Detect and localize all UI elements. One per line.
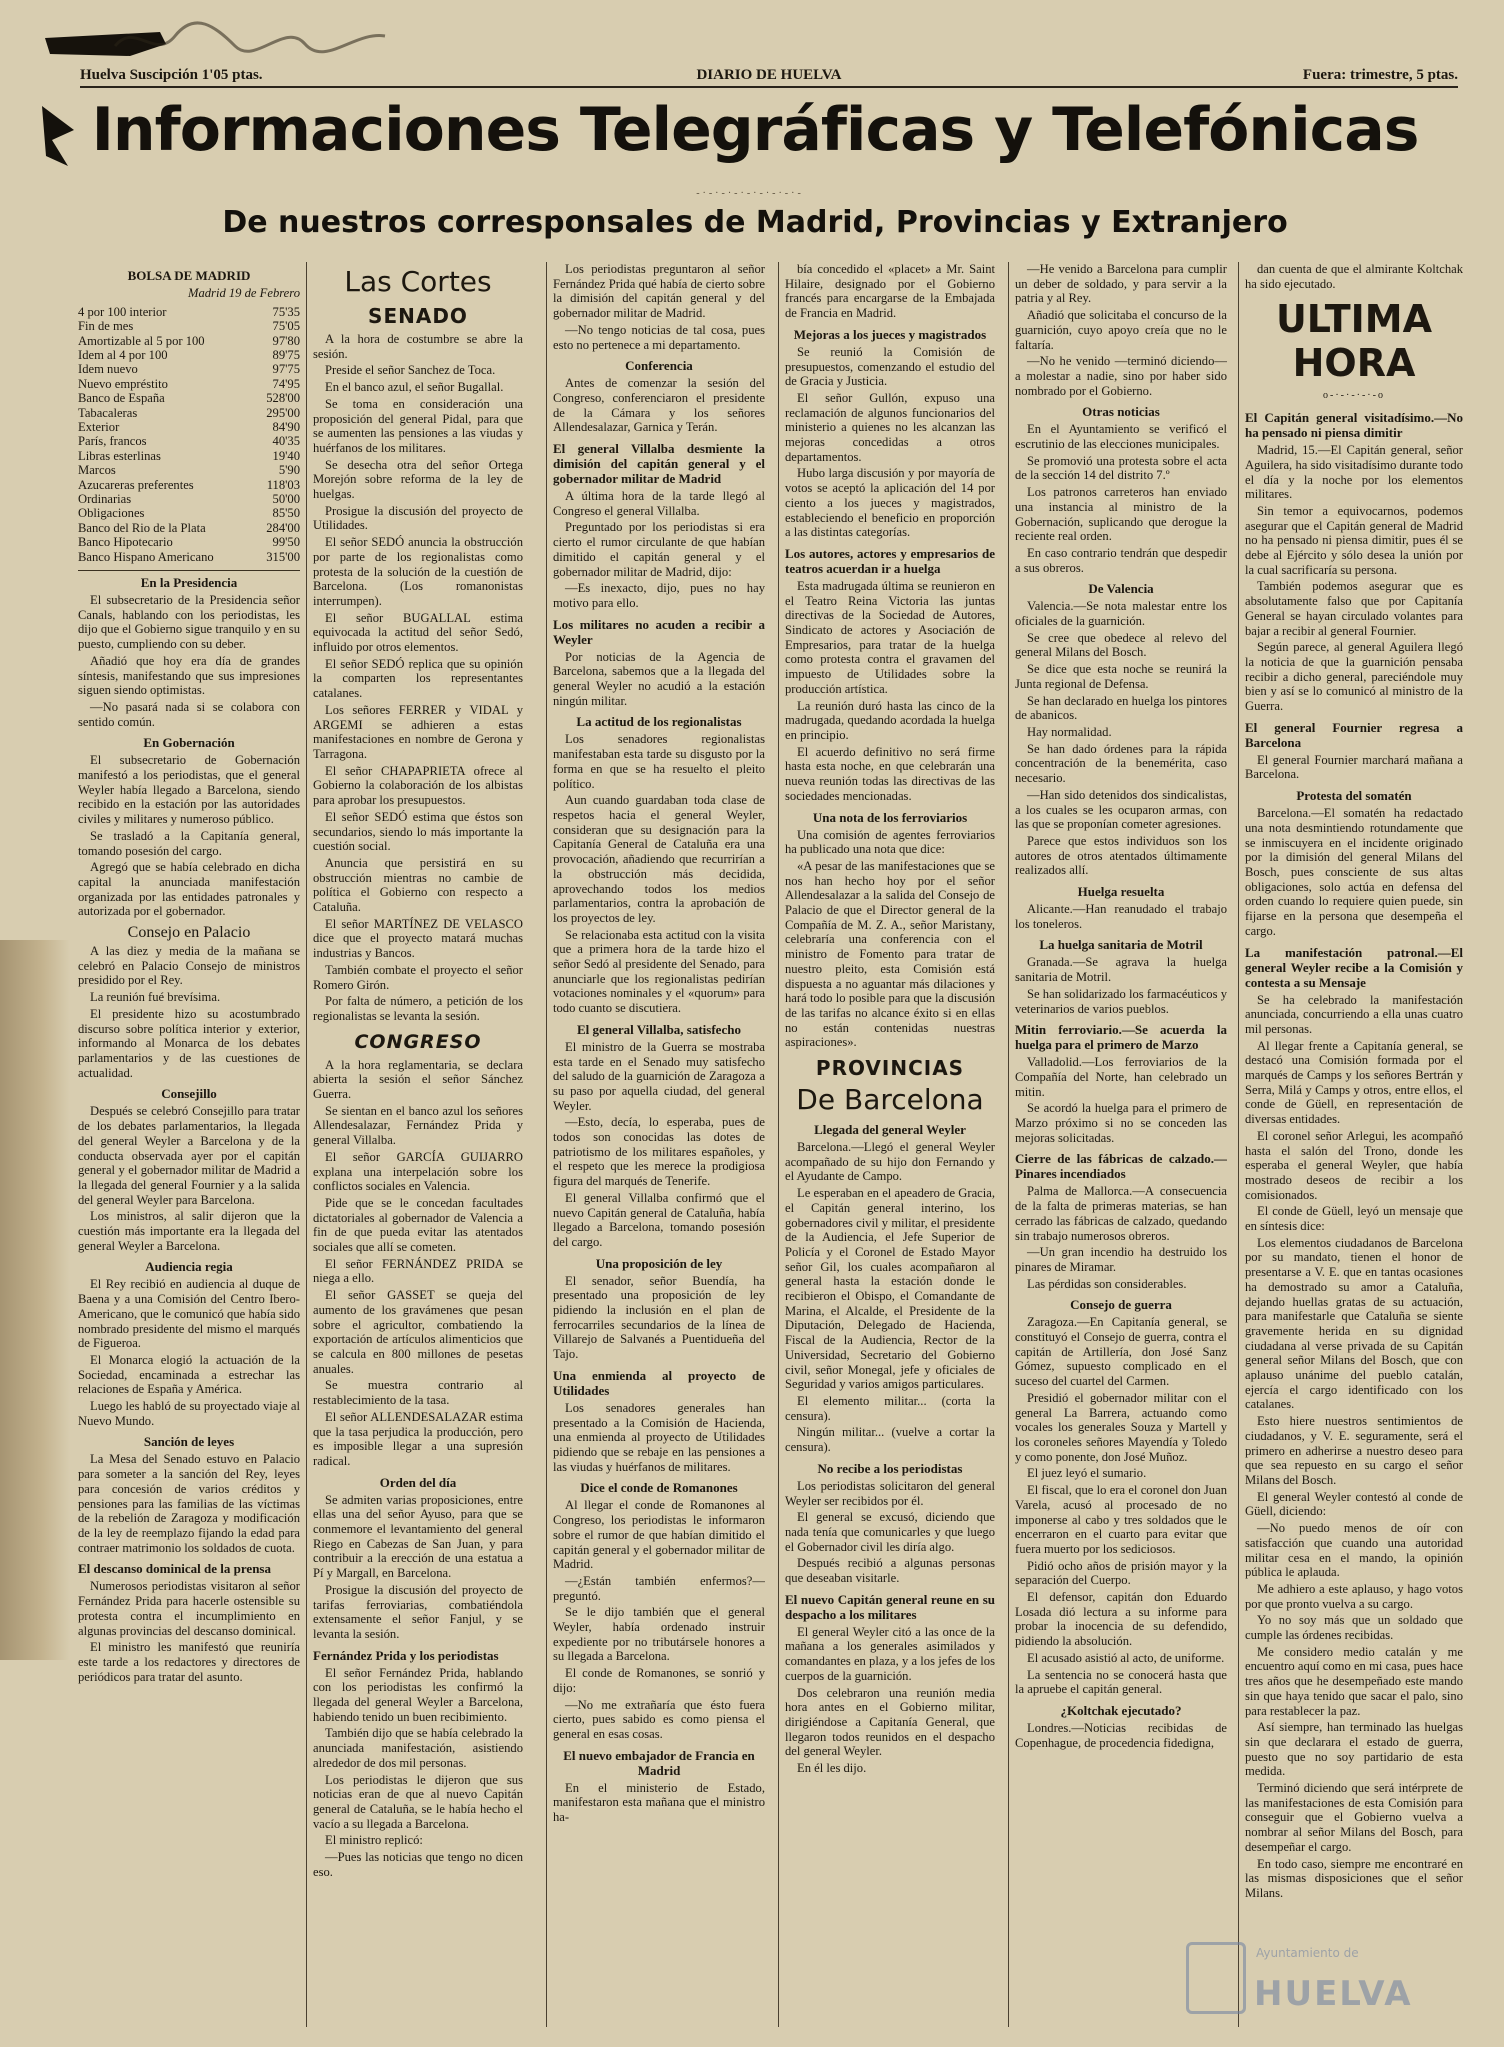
bolsa-item-value: 84'90 [272, 419, 300, 434]
bolsa-item-name: Tabacaleras [78, 405, 138, 420]
paragraph: El señor ALLENDESALAZAR estima que la tasa perjudica la producción, pero es imposible llegar a una supresión radical. [313, 1409, 523, 1468]
paragraph: El Rey recibió en audiencia al duque de Baena y a una Comisión del Centro Ibero-Americano, que le comunicó que había sido nombrado presidente del mismo el marqués de Figueroa. [78, 1277, 300, 1351]
column-1 [78, 262, 300, 2027]
heading: Otras noticias [1082, 404, 1160, 420]
paragraph: Se relacionaba esta actitud con la visita que a primera hora de la tarde hizo el señor Sedó al presidente del Senado, para anunciarle que los regionalistas pedirían votaciones nominales y el «quorum» para todo cuanto se discutiera. [553, 927, 765, 1016]
bolsa-row [78, 478, 300, 492]
bolsa-item-value: 97'80 [272, 333, 300, 348]
subscription-local: Huelva Suscipción 1'05 ptas. [80, 67, 263, 83]
paragraph: Aun cuando guardaban toda clase de respetos hacia el general Weyler, consideran que su designación para la Capitanía General de Cataluña era una provocación, añadiendo que recurrirían a la obstrucción más decidida, aprovechando todos los medios parlamentarios, contra la aprobación de los proyectos de ley. [553, 793, 765, 925]
heading: El nuevo Capitán general reune en su despacho a los militares [785, 1591, 995, 1622]
column-2 [306, 262, 523, 2027]
bolsa-row [78, 377, 300, 391]
paragraph: Presidió el gobernador militar con el general La Barrera, actuando como vocales los generales Souza y Martell y los coroneles señores Mayendía y Toledo y como ponente, don José Muñoz. [1015, 1390, 1227, 1464]
paragraph: El ministro de la Guerra se mostraba esta tarde en el Senado muy satisfecho del saludo de la guarnición de Zaragoza a su paso por aquella ciudad, del general Weyler. [553, 1039, 765, 1113]
bolsa-row [78, 319, 300, 333]
paragraph: —No he venido —terminó diciendo— a molestar a nadie, sino por haber sido nombrado por el Gobierno. [1015, 354, 1227, 398]
paragraph: Los periodistas preguntaron al señor Fernández Prida qué había de cierto sobre la dimisión del capitán general y del gobernador militar de Madrid. [553, 262, 765, 321]
bolsa-item-value: 40'35 [272, 434, 300, 449]
heading: Dice el conde de Romanones [580, 1480, 738, 1496]
paragraph: El senador, señor Buendía, ha presentado una proposición de ley pidiendo la inclusión en el plan de ferrocarriles secundarios de la línea de Villarejo de Salvanés a Puentidueña del Tajo. [553, 1273, 765, 1362]
bolsa-item-value: 75'05 [272, 319, 300, 334]
paragraph: A la hora de costumbre se abre la sesión. [313, 332, 523, 361]
paragraph: El señor BUGALLAL estima equivocada la actitud del señor Sedó, influido por otros elementos. [313, 610, 523, 655]
paragraph: —No puedo menos de oír con satisfacción que cuando una autoridad militar cesa en el mando, la opinión pública le aplauda. [1245, 1521, 1463, 1580]
paragraph: Al llegar el conde de Romanones al Congreso, los periodistas le informaron sobre el rumor de que habían dimitido el capitán general y el gobernador militar de Madrid. [553, 1498, 765, 1572]
paragraph: En el banco azul, el señor Bugallal. [325, 380, 504, 395]
paragraph: El señor Fernández Prida, hablando con los periodistas les confirmó la llegada del general Weyler a Barcelona, habiendo tenido un buen recibimiento. [313, 1665, 523, 1724]
paragraph: —No tengo noticias de tal cosa, pues esto no pertenece a mi departamento. [553, 322, 765, 352]
bolsa-row [78, 391, 300, 405]
paragraph: Dos celebraron una reunión media hora antes en el Gobierno militar, dirigiéndose a Capitanía General, que llegaron todos reunidos en el despacho del general Weyler. [785, 1685, 995, 1759]
paragraph: En el ministerio de Estado, manifestaron esta mañana que el ministro ha- [553, 1780, 765, 1825]
heading: Consejillo [161, 1086, 217, 1102]
paragraph: Se sientan en el banco azul los señores Allendesalazar, Fernández Prida y general Villalba. [313, 1103, 523, 1148]
paragraph: Numerosos periodistas visitaron al señor Fernández Prida para hacerle ostensible su protesta contra el incumplimiento en algunas provincias del descanso dominical. [78, 1579, 300, 1638]
paragraph: En caso contrario tendrán que despedir a sus obreros. [1015, 545, 1227, 575]
bolsa-item-name: Banco Hispano Americano [78, 549, 214, 564]
paragraph: Anuncia que persistirá en su obstrucción mientras no cambie de política el Gobierno con respecto a Cataluña. [313, 855, 523, 915]
paragraph: Los señores FERRER y VIDAL y ARGEMI se adhieren a estas manifestaciones en nombre de Gerona y Tarragona. [313, 702, 523, 761]
paragraph: El señor SEDÓ replica que su opinión la comparten los representantes catalanes. [313, 656, 523, 701]
paragraph: Valladolid.—Los ferroviarios de la Compañía del Norte, han celebrado un mitin. [1015, 1055, 1227, 1099]
paragraph: Se muestra contrario al restablecimiento de la tasa. [313, 1378, 523, 1408]
paragraph: Esto hiere nuestros sentimientos de ciudadanos, y V. E. seguramente, será el primero en adherirse a nuestro deseo para que sea repuesto en su cargo el señor Milans del Bosch. [1245, 1414, 1463, 1487]
paragraph: —Han sido detenidos dos sindicalistas, a los cuales se les ocuparon armas, con las que se proponían cometer agresiones. [1015, 787, 1227, 832]
paragraph: Se toma en consideración una proposición del general Pidal, para que se aumenten las pensiones a las viudas y huérfanos de los militares. [313, 396, 523, 455]
paragraph: Madrid, 15.—El Capitán general, señor Aguilera, ha sido visitadísimo durante todo el día y la noche por los elementos militares. [1245, 443, 1463, 502]
bolsa-row [78, 334, 300, 348]
paragraph: También podemos asegurar que es absolutamente falso que por Capitanía General se hayan circulado volantes para bajar a recibir al general Fournier. [1245, 579, 1463, 638]
heading: ¿Koltchak ejecutado? [1060, 1702, 1182, 1718]
bolsa-item-name: París, francos [78, 434, 147, 449]
heading: La manifestación patronal.—El general Weyler recibe a la Comisión y contesta a su Mensaje [1245, 944, 1463, 990]
paragraph: dan cuenta de que el almirante Koltchak ha sido ejecutado. [1245, 262, 1463, 291]
paragraph: Se han solidarizado los farmacéuticos y veterinarios de varios pueblos. [1015, 986, 1227, 1016]
paragraph: Se acordó la huelga para el primero de Marzo próximo si no se conceden las mejoras solicitadas. [1015, 1101, 1227, 1145]
paragraph: Los periodistas le dijeron que sus noticias eran de que al nuevo Capitán general de Cataluña, se le había hecho el vacío a su llegada a Barcelona. [313, 1772, 523, 1831]
paragraph: Los patronos carreteros han enviado una instancia al ministro de la Gobernación, suplicando que derogue la reciente real orden. [1015, 485, 1227, 544]
paragraph: Después se celebró Consejillo para tratar de los debates parlamentarios, la llegada del general Weyler a Barcelona y de la conducta observada ayer por el capitán general y el gobernador militar de Madrid a la llegada del general Fournier y a la salida del general Weyler para Barcelona. [78, 1104, 300, 1207]
heading: De Valencia [1088, 581, 1154, 597]
paragraph: El defensor, capitán don Eduardo Losada dió lectura a su informe para probar la inocencia de su defendido, pidiendo la absolución. [1015, 1590, 1227, 1649]
bolsa-row [78, 535, 300, 549]
heading: La actitud de los regionalistas [576, 714, 742, 730]
paragraph: —Es inexacto, dijo, pues no hay motivo para ello. [553, 581, 765, 610]
paragraph: Hubo larga discusión y por mayoría de votos se aceptó la aplicación del 14 por ciento a los jueces y magistrados, estableciendo el beneficio en proporción a las distintas categorías. [785, 466, 995, 540]
bolsa-item-name: 4 por 100 interior [78, 304, 167, 319]
paragraph: —Esto, decía, lo esperaba, pues de todos son conocidas las dotes de patriotismo de los militares españoles, y el respeto que les merece la prodigiosa figura del marqués de Tenerife. [553, 1115, 765, 1189]
paragraph: Después recibió a algunas personas que deseaban visitarle. [785, 1556, 995, 1586]
bolsa-item-value: 284'00 [266, 520, 300, 535]
bolsa-item-name: Exterior [78, 419, 120, 434]
paragraph: Se cree que obedece al relevo del general Milans del Bosch. [1015, 630, 1227, 660]
paragraph: Añadió que hoy era día de grandes síntesis, manifestando que sus impresiones siguen siendo optimistas. [78, 653, 300, 698]
paragraph: Se admiten varias proposiciones, entre ellas una del señor Ayuso, para que se conmemore el levantamiento del general Riego en Cabezas de San Juan, y para contribuir a la erección de una estatua a Pí y Margall, en Barcelona. [313, 1492, 523, 1581]
section-title-provincias: PROVINCIAS [815, 1056, 965, 1081]
bolsa-item-name: Amortizable al 5 por 100 [78, 333, 205, 348]
paragraph: El señor GARCÍA GUIJARRO explana una interpelación sobre los conflictos sociales en Valencia. [313, 1149, 523, 1194]
masthead-title: Informaciones Telegráficas y Telefónicas [91, 95, 1419, 165]
heading: Orden del día [379, 1474, 457, 1490]
bolsa-row [78, 506, 300, 520]
bolsa-row [78, 406, 300, 420]
paragraph: Preside el señor Sanchez de Toca. [325, 363, 496, 378]
heading: Protesta del somatén [1296, 788, 1412, 804]
ornament-rule: o-·-·-·-·-o [1323, 390, 1385, 402]
paragraph: Los periodistas solicitaron del general Weyler ser recibidos por él. [785, 1478, 995, 1508]
paragraph: Yo no soy más que un soldado que cumple las órdenes recibidas. [1245, 1613, 1463, 1643]
bolsa-row [78, 521, 300, 535]
heading: Consejo de guerra [1070, 1297, 1172, 1313]
paragraph: Pide que se le concedan facultades dictatoriales al gobernador de Valencia a fin de que pueda evitar las atentados sociales que allí se cometen. [313, 1195, 523, 1255]
paragraph: Barcelona.—El somatén ha redactado una nota desmintiendo rotundamente que se inmiscuyera en el incidente originado por la dimisión del general Milans del Bosch, pues consciente de sus altas obligaciones, solo actúa en defensa del orden cuando lo requiere quien puede, sin fijarse en la persona que desempeña el cargo. [1245, 806, 1463, 938]
heading: El general Villalba desmiente la dimisión del capitán general y el gobernador militar de Madrid [553, 441, 765, 487]
heading: No recibe a los periodistas [817, 1460, 963, 1476]
bolsa-row [78, 348, 300, 362]
bolsa-row [78, 434, 300, 448]
heading: Una proposición de ley [595, 1255, 723, 1271]
paragraph: —Un gran incendio ha destruido los pinares de Miramar. [1015, 1245, 1227, 1274]
bolsa-item-value: 528'00 [266, 391, 300, 406]
paragraph: Preguntado por los periodistas si era cierto el rumor circulante de que habían dimitido el capitán general y el gobernador militar de Madrid, dijo: [553, 520, 765, 579]
paragraph: bía concedido el «placet» a Mr. Saint Hilaire, designado por el Gobierno francés para encargarse de la Embajada de Francia en Madrid. [785, 262, 995, 321]
paragraph: El juez leyó el sumario. [1027, 1466, 1147, 1481]
header-bar [80, 64, 1458, 88]
paragraph: Añadió que solicitaba el concurso de la guarnición, cuyo apoyo creía que no le faltaría. [1015, 308, 1227, 352]
bolsa-item-value: 74'95 [272, 376, 300, 391]
paragraph: El elemento militar... (corta la censura). [785, 1394, 995, 1423]
bolsa-item-name: Obligaciones [78, 506, 145, 521]
heading: Huelga resuelta [1077, 884, 1165, 900]
bolsa-item-value: 75'35 [272, 304, 300, 319]
heading: El nuevo embajador de Francia en Madrid [563, 1747, 755, 1778]
paragraph: En todo caso, siempre me encontraré en las mismas disposiciones que el señor Milans. [1245, 1856, 1463, 1900]
columns [78, 262, 1464, 2027]
paragraph: Al llegar frente a Capitanía general, se destacó una Comisión formada por el marqués de Camps y los señores Bertrán y Serra, Milá y Camps y otros, entre ellos, el conde de Güell, en representación de diversas entidades. [1245, 1038, 1463, 1127]
bolsa-item-name: Banco de España [78, 391, 165, 406]
paragraph: —Pues las noticias que tengo no dicen eso. [313, 1850, 523, 1879]
paragraph: Se han dado órdenes para la rápida concentración de la benemérita, caso necesario. [1015, 741, 1227, 786]
paragraph: Le esperaban en el apeadero de Gracia, el Capitán general interino, los gobernadores civil y militar, el presidente de la Audiencia, el Jefe Superior de Policía y el Coronel de Estado Mayor señor Gil, los cuales acompañaron al general hasta la estación donde le recibieron el Obispo, el Comandante de Marina, el Alcalde, el Presidente de la Diputación, Delegado de Hacienda, Fiscal de la Audiencia, Rector de la Universidad, Secretario del Gobierno civil, señor Monegal, jefe y oficiales de Seguridad y varios amigos particulares. [785, 1186, 995, 1392]
paragraph: Según parece, al general Aguilera llegó la noticia de que la guarnición pensaba recibir a dicho general, pareciéndole muy bien y así se lo comunicó al ministro de la Guerra. [1245, 640, 1463, 714]
paragraph: Por noticias de la Agencia de Barcelona, sabemos que a la llegada del general Weyler no acudió a la estación ningún militar. [553, 649, 765, 708]
heading: El general Villalba, satisfecho [577, 1021, 741, 1037]
section-title-congreso: CONGRESO [354, 1030, 482, 1053]
paragraph: Por falta de número, a petición de los regionalistas se levanta la sesión. [313, 994, 523, 1023]
bolsa-row [78, 449, 300, 463]
bolsa-item-value: 85'50 [272, 506, 300, 521]
paragraph: Los ministros, al salir dijeron que la cuestión más importante era la llegada del general Weyler a Barcelona. [78, 1209, 300, 1253]
bolsa-item-name: Banco del Rio de la Plata [78, 520, 206, 535]
heading: Fernández Prida y los periodistas [313, 1647, 499, 1663]
bolsa-item-value: 315'00 [266, 549, 300, 564]
paragraph: El señor Gullón, expuso una reclamación de algunos funcionarios del ministerio a quienes no les alcanzan las mejoras concedidas a otros departamentos. [785, 390, 995, 464]
paragraph: El general Weyler citó a las once de la mañana a los generales asimilados y comandantes en plaza, y a los jefes de los cuerpos de la guarnición. [785, 1624, 995, 1683]
paragraph: El subsecretario de la Presidencia señor Canals, hablando con los periodistas, les dijo que el Gobierno sigue tranquilo y en su puesto, cumpliendo con su deber. [78, 593, 300, 652]
paragraph: Prosigue la discusión del proyecto de Utilidades. [313, 503, 523, 533]
bolsa-item-value: 97'75 [272, 362, 300, 377]
paragraph: Los elementos ciudadanos de Barcelona por su mandato, tienen el honor de presentarse a V. E. que en tantas ocasiones ha demostrado su amor a Cataluña, dejando huellas gratas de su actuación, para manifestarle que Cataluña se siente gravemente herida en su dignidad ciudadana al verse privada de su Capitán general señor Milans del Bosch, que con aplauso unánime del pueblo catalán, ejercía el cargo identificado con los catalanes. [1245, 1235, 1463, 1412]
paragraph: Valencia.—Se nota malestar entre los oficiales de la guarnición. [1015, 599, 1227, 629]
paragraph: Se dice que esta noche se reunirá la Junta regional de Defensa. [1015, 662, 1227, 691]
paragraph: La reunión duró hasta las cinco de la madrugada, quedando acordada la huelga en principio. [785, 698, 995, 742]
paragraph: Se desecha otra del señor Ortega Morejón sobre reforma de la ley de huelgas. [313, 457, 523, 502]
paragraph: Agregó que se había celebrado en dicha capital la anunciada manifestación organizada por las entidades patronales y autorizada por el gobernador. [78, 860, 300, 919]
paragraph: Alicante.—Han reanudado el trabajo los toneleros. [1015, 902, 1227, 931]
paragraph: En el Ayuntamiento se verificó el escrutinio de las elecciones municipales. [1015, 422, 1227, 452]
paragraph: Se promovió una protesta sobre el acta de la sección 14 del distrito 7.º [1015, 453, 1227, 483]
paragraph: Se le dijo también que el general Weyler, había ordenado instruir expediente por no tributársele honores a su llegada a Barcelona. [553, 1605, 765, 1664]
bolsa-item-name: Azucareras preferentes [78, 477, 194, 492]
paragraph: El ministro les manifestó que reuniría este tarde a los redactores y directores de periódicos para tratar del asunto. [78, 1640, 300, 1684]
paragraph: Terminó diciendo que será intérprete de las manifestaciones de esta Comisión para conseguir que el Gobierno vuelva a nombrar al señor Milans del Bosch, para desempeñar el cargo. [1245, 1781, 1463, 1854]
paragraph: Barcelona.—Llegó el general Weyler acompañado de su hijo don Fernando y el Ayudante de Campo. [785, 1140, 995, 1184]
paragraph: —No pasará nada si se colabora con sentido común. [78, 699, 300, 729]
paragraph: Zaragoza.—En Capitanía general, se constituyó el Consejo de guerra, contra el capitán de Artillería, don José Sanz Gómez, supuesto complicado en el suceso del cuartel del Carmen. [1015, 1315, 1227, 1389]
bolsa-item-name: Banco Hipotecario [78, 535, 173, 550]
paragraph: Prosigue la discusión del proyecto de tarifas ferroviarias, combatiéndola extensamente el señor Fanjul, y se levanta la sesión. [313, 1582, 523, 1641]
paragraph: El subsecretario de Gobernación manifestó a los periodistas, que el general Weyler había llegado a Barcelona, siendo recibido en la estación por las autoridades civiles y militares y numeroso público. [78, 753, 300, 827]
paragraph: Los senadores generales han presentado a la Comisión de Hacienda, una enmienda al proyecto de Utilidades pidiendo que se rebaje en las pensiones a las viudas y huérfanos de militares. [553, 1400, 765, 1474]
bolsa-item-value: 99'50 [272, 535, 300, 550]
paragraph: Esta madrugada última se reunieron en el Teatro Reina Victoria las juntas directivas de la Sociedad de Autores, Sindicato de actores y Asociación de Empresarios, para tratar de la huelga como protesta contra el gravamen del impuesto de Utilidades sobre la producción artística. [785, 578, 995, 696]
paragraph: El señor SEDÓ estima que éstos son secundarios, siendo lo más importante la cuestión social. [313, 809, 523, 854]
paragraph: Hay normalidad. [1027, 724, 1112, 739]
heading: Mitin ferroviario.—Se acuerda la huelga para el primero de Marzo [1015, 1022, 1227, 1053]
bolsa-item-value: 5'90 [278, 463, 300, 478]
archive-watermark [1186, 1938, 1416, 2018]
handwritten-scribble [95, 16, 395, 64]
paragraph: Se reunió la Comisión de presupuestos, comenzando el estudio del de Gracia y Justicia. [785, 344, 995, 389]
heading: Los autores, actores y empresarios de teatros acuerdan ir a huelga [785, 545, 995, 576]
heading: Sanción de leyes [143, 1434, 235, 1450]
newspaper-name: DIARIO DE HUELVA [696, 67, 842, 83]
paragraph: Londres.—Noticias recibidas de Copenhague, de procedencia fidedigna, [1015, 1720, 1227, 1750]
bolsa-date: Madrid 19 de Febrero [187, 286, 300, 300]
paragraph: Los senadores regionalistas manifestaban esta tarde su disgusto por la forma en que se ha resuelto el pleito político. [553, 732, 765, 791]
paragraph: Las pérdidas son considerables. [1027, 1276, 1187, 1291]
heading: Los militares no acuden a recibir a Weyler [553, 616, 765, 647]
heading: El Capitán general visitadísimo.—No ha pensado ni piensa dimitir [1245, 410, 1463, 441]
paragraph: El conde de Romanones, se sonrió y dijo: [553, 1666, 765, 1695]
bolsa-title: BOLSA DE MADRID [127, 268, 251, 283]
subscription-outside: Fuera: trimestre, 5 ptas. [1302, 67, 1458, 83]
heading: En la Presidencia [78, 570, 300, 590]
heading: Una nota de los ferroviarios [812, 809, 968, 825]
city-crest-icon [1186, 1942, 1246, 2014]
paragraph: El ministro replicó: [325, 1833, 423, 1848]
paragraph: Palma de Mallorca.—A consecuencia de la falta de primeras materias, se han cerrado las fábricas de calzado, quedando sin trabajo numerosos obreros. [1015, 1184, 1227, 1243]
bolsa-row [78, 420, 300, 434]
paragraph: A la hora reglamentaria, se declara abierta la sesión el señor Sánchez Guerra. [313, 1057, 523, 1102]
paragraph: El acusado asistió al acto, de uniforme. [1027, 1650, 1225, 1665]
heading: Una enmienda al proyecto de Utilidades [553, 1367, 765, 1398]
paragraph: La reunión fué brevísima. [90, 990, 221, 1005]
heading: Audiencia regia [145, 1259, 233, 1275]
heading: Consejo en Palacio [127, 924, 251, 942]
column-5 [1008, 262, 1227, 2027]
paragraph: Granada.—Se agrava la huelga sanitaria de Motril. [1015, 955, 1227, 985]
bolsa-table [78, 305, 300, 564]
paragraph: Luego les habló de su proyectado viaje al Nuevo Mundo. [78, 1399, 300, 1428]
paragraph: Parece que estos individuos son los autores de otros atentados últimamente realizados allí. [1015, 833, 1227, 878]
bolsa-row [78, 463, 300, 477]
bolsa-item-value: 89'75 [272, 347, 300, 362]
paragraph: Me considero medio catalán y me encuentro aquí como en mi casa, pues hace tres años que he desempeñado este mando sin que haya tenido que sacar el palo, sino para restablecer la paz. [1245, 1644, 1463, 1718]
paragraph: El fiscal, que lo era el coronel don Juan Varela, acusó al procesado de no imponerse al cabo y tres soldados que le encerraron en el cuarto para evitar que fuera muerto por los sediciosos. [1015, 1483, 1227, 1556]
paragraph: —No me extrañaría que ésto fuera cierto, pues sabido es como piensa el general en esas cosas. [553, 1697, 765, 1741]
paragraph: Antes de comenzar la sesión del Congreso, conferenciaron el presidente de la Cámara y los señores Allendesalazar, Garnica y Terán. [553, 376, 765, 435]
paragraph: El presidente hizo su acostumbrado discurso sobre política interior y exterior, informando al Monarca de los debates parlamentarios y de las cuestiones de actualidad. [78, 1006, 300, 1080]
bolsa-item-value: 295'00 [266, 405, 300, 420]
paper-stain [0, 940, 70, 1660]
paragraph: Sin temor a equivocarnos, podemos asegurar que el Capitán general de Madrid no ha pensado ni piensa dimitir, pues él se debe al Ejército y sólo desea la unión por la cual sacrificaría su persona. [1245, 503, 1463, 577]
column-3 [546, 262, 765, 2027]
paragraph: La sentencia no se conocerá hasta que la apruebe el capitán general. [1015, 1667, 1227, 1697]
paragraph: En él les dijo. [797, 1761, 867, 1776]
section-title-cortes: Las Cortes [344, 265, 492, 298]
paragraph: Una comisión de agentes ferroviarios ha publicado una nota que dice: [785, 827, 995, 857]
heading: El descanso dominical de la prensa [78, 1561, 271, 1577]
paragraph: Se trasladó a la Capitanía general, tomando posesión del cargo. [78, 828, 300, 858]
bolsa-item-name: Marcos [78, 463, 116, 478]
paragraph: Se han declarado en huelga los pintores de abanicos. [1015, 693, 1227, 723]
bolsa-item-name: Fin de mes [78, 319, 134, 334]
paragraph: El general Villalba confirmó que el nuevo Capitán general de Cataluña, había llegado a Barcelona, tomando posesión del cargo. [553, 1190, 765, 1249]
paragraph: El acuerdo definitivo no será firme hasta esta noche, en que celebrarán una nueva reunión todas las directivas de las sociedades mencionadas. [785, 744, 995, 803]
paragraph: A las diez y media de la mañana se celebró en Palacio Consejo de ministros presidido por el Rey. [78, 944, 300, 988]
paragraph: El general Fournier marchará mañana a Barcelona. [1245, 752, 1463, 782]
heading: La huelga sanitaria de Motril [1039, 937, 1203, 953]
bolsa-item-name: Idem nuevo [78, 362, 138, 377]
bolsa-item-value: 50'00 [272, 491, 300, 506]
paragraph: —¿Están también enfermos?—preguntó. [553, 1573, 765, 1603]
watermark-title: HUELVA [1254, 1974, 1413, 2014]
paragraph: El señor FERNÁNDEZ PRIDA se niega a ello. [313, 1256, 523, 1286]
heading: Conferencia [625, 358, 693, 374]
ornament-rule: -·-·-·-·-·-·-·-·- [696, 188, 804, 199]
paragraph: Se ha celebrado la manifestación anunciada, concurriendo a ella unas cuatro mil personas. [1245, 992, 1463, 1036]
paragraph: —He venido a Barcelona para cumplir un deber de soldado, y para servir a la patria y al Rey. [1015, 262, 1227, 306]
paragraph: El coronel señor Arlegui, les acompañó hasta el salón del Trono, donde les esperaba el general Weyler, que había mostrado deseos de recibir a los comisionados. [1245, 1128, 1463, 1202]
heading: Cierre de las fábricas de calzado.—Pinares incendiados [1015, 1151, 1227, 1182]
paragraph: A última hora de la tarde llegó al Congreso el general Villalba. [553, 489, 765, 518]
heading: Llegada del general Weyler [814, 1122, 966, 1138]
paragraph: También dijo que se había celebrado la anunciada manifestación, asistiendo alrededor de dos mil personas. [313, 1726, 523, 1770]
paragraph: El señor MARTÍNEZ DE VELASCO dice que el proyecto matará muchas industrias y Bancos. [313, 916, 523, 961]
heading: El general Fournier regresa a Barcelona [1245, 719, 1463, 750]
paragraph: «A pesar de las manifestaciones que se nos han hecho hoy por el señor Allendesalazar a la salida del Consejo de Palacio de que el Director general de la Compañía de M. Z. A., señor Maristany, celebraría una conferencia con el ministro de Fomento para tratar de nuestro pleito, esta Comisión está dispuesta a no aguantar más dilaciones y hará todo lo posible para que la discusión de las tarifas no alcance éxito si en ellas no están contenidas nuestras aspiraciones». [785, 858, 995, 1050]
paragraph: El señor GASSET se queja del aumento de los gravámenes que pesan sobre el agricultor, combatiendo la exportación de artículos alimenticios que se calcula en 800 millones de pesetas anuales. [313, 1288, 523, 1376]
bolsa-row [78, 492, 300, 506]
bolsa-item-name: Nuevo empréstito [78, 376, 168, 391]
watermark-subtitle: Ayuntamiento de [1256, 1946, 1359, 1960]
masthead-subtitle: De nuestros corresponsales de Madrid, Provincias y Extranjero [222, 205, 1288, 240]
paragraph: El general se excusó, diciendo que nada tenía que comunicarles y que luego el Gobernador civil les diría algo. [785, 1510, 995, 1554]
section-title-ultima-hora: ULTIMA HORA [1275, 297, 1433, 386]
bolsa-item-value: 118'03 [266, 477, 300, 492]
heading: En Gobernación [143, 735, 235, 751]
paragraph: Me adhiero a este aplauso, y hago votos por que pronto vuelva a su cargo. [1245, 1581, 1463, 1611]
bolsa-item-name: Ordinarias [78, 491, 132, 506]
column-6 [1238, 262, 1463, 2027]
bolsa-row [78, 550, 300, 564]
bolsa-item-name: Libras esterlinas [78, 448, 161, 463]
bolsa-item-name: Idem al 4 por 100 [78, 347, 168, 362]
paragraph: El conde de Güell, leyó un mensaje que en síntesis dice: [1245, 1204, 1463, 1234]
section-title-senado: SENADO [368, 304, 468, 328]
bolsa-row [78, 305, 300, 319]
section-title-barcelona: De Barcelona [796, 1083, 984, 1117]
paragraph: La Mesa del Senado estuvo en Palacio para someter a la sanción del Rey, leyes para concesión de varios créditos y pensiones para las familias de las víctimas de la rebelión de Zaragoza y modificación de la ley de reemplazo fijando la edad para contraer matrimonio los soldados de cuota. [78, 1452, 300, 1555]
paragraph: El general Weyler contestó al conde de Güell, diciendo: [1245, 1489, 1463, 1519]
paragraph: El señor CHAPAPRIETA ofrece al Gobierno la colaboración de los albistas para aprobar los presupuestos. [313, 763, 523, 808]
paragraph: Ningún militar... (vuelve a cortar la censura). [785, 1425, 995, 1455]
paragraph: El señor SEDÓ anuncia la obstrucción por parte de los regionalistas como protesta de la solución de la cuestión de Barcelona. (Los romanonistas interrumpen). [313, 535, 523, 608]
paragraph: También combate el proyecto el señor Romero Girón. [313, 962, 523, 992]
heading: Mejoras a los jueces y magistrados [793, 326, 987, 342]
paragraph: Pidió ocho años de prisión mayor y la separación del Cuerpo. [1015, 1558, 1227, 1588]
bolsa-item-value: 19'40 [272, 448, 300, 463]
bolsa-row [78, 362, 300, 376]
paragraph: El Monarca elogió la actuación de la Sociedad, encaminada a estrechar las relaciones de España y América. [78, 1352, 300, 1397]
column-4 [778, 262, 995, 2027]
paragraph: Así siempre, han terminado las huelgas sin que declarara el estado de guerra, puesto que no soy partidario de esta medida. [1245, 1720, 1463, 1779]
